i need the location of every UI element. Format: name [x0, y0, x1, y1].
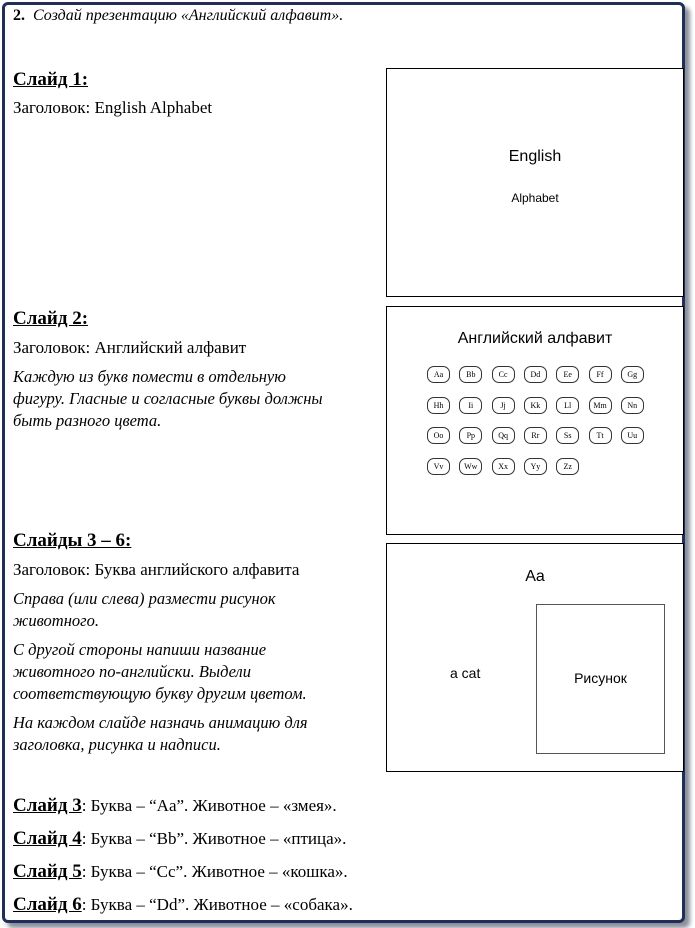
slides3-6-para1: [13, 588, 378, 632]
letter-shape: Tt: [589, 427, 612, 444]
letter-shape: Qq: [492, 427, 515, 444]
slides3-6-para2: [13, 639, 378, 705]
letter-shape: Pp: [459, 427, 482, 444]
slide2-instr-line: Каждую из букв помести в отдельную: [13, 367, 286, 386]
list-item-label: Слайд 6: [13, 894, 82, 915]
list-item: [13, 795, 337, 817]
slides3-6-para3: [13, 712, 378, 756]
slide1-title-line: Заголовок: English Alphabet: [13, 98, 213, 117]
list-item: [13, 861, 348, 883]
letter-shape: Ii: [459, 397, 482, 414]
letter-shape: Yy: [524, 458, 547, 475]
task-number: 2.: [13, 7, 25, 24]
letter-shape: Rr: [524, 427, 547, 444]
list-item-label: Слайд 4: [13, 828, 82, 849]
slide2-instr-line: быть разного цвета.: [13, 411, 162, 430]
para-line: животного.: [13, 611, 99, 630]
letter-shape: Jj: [492, 397, 515, 414]
para-line: соответствующую букву другим цветом.: [13, 684, 307, 703]
letter-shape: Ll: [556, 397, 579, 414]
slide3-preview-caption: a cat: [450, 665, 481, 681]
para-line: животного по-английски. Выдели: [13, 662, 252, 681]
slide2-title-line: Заголовок: Английский алфавит: [13, 338, 247, 357]
slide2-instr-line: фигуру. Гласные и согласные буквы должны: [13, 389, 323, 408]
letter-shape: Aa: [427, 366, 450, 383]
letter-shape: Hh: [427, 397, 450, 414]
list-item-text: : Буква – “Cc”. Животное – «кошка».: [81, 862, 348, 881]
slide2-preview: [386, 306, 684, 535]
slide1-preview-title: English: [508, 148, 562, 165]
task-header: [13, 7, 343, 25]
slides3-6-heading: Слайды 3 – 6:: [13, 530, 132, 551]
para-line: На каждом слайде назначь анимацию для: [13, 713, 308, 732]
letter-shape: Kk: [524, 397, 547, 414]
list-item: [13, 894, 353, 916]
list-item-text: : Буква – “Bb”. Животное – «птица».: [81, 829, 347, 848]
letter-shape: Xx: [492, 458, 515, 475]
list-item: [13, 828, 346, 850]
para-line: заголовка, рисунка и надписи.: [13, 735, 221, 754]
slide2-heading: Слайд 2:: [13, 308, 89, 329]
picture-placeholder-label: Рисунок: [574, 670, 627, 686]
letter-shape: Gg: [621, 366, 644, 383]
letter-shape: Ee: [556, 366, 579, 383]
slide1-preview-subtitle: Alphabet: [511, 191, 559, 205]
letter-shape: Vv: [427, 458, 450, 475]
para-line: Справа (или слева) размести рисунок: [13, 589, 276, 608]
list-item-label: Слайд 3: [13, 795, 82, 816]
slides3-6-title-line: Заголовок: Буква английского алфавита: [13, 560, 300, 579]
slide2-instructions: [13, 366, 378, 432]
slide1-heading: Слайд 1:: [13, 69, 89, 90]
list-item-text: : Буква – “Aa”. Животное – «змея».: [81, 796, 337, 815]
para-line: С другой стороны напиши название: [13, 640, 267, 659]
letter-shape: Zz: [556, 458, 579, 475]
letter-shape: Cc: [492, 366, 515, 383]
picture-placeholder: [536, 604, 665, 754]
letter-shape: Ss: [556, 427, 579, 444]
letter-shape: Nn: [621, 397, 644, 414]
slide1-preview: [386, 68, 684, 297]
task-text: Создай презентацию «Английский алфавит».: [33, 7, 344, 24]
letter-shape: Ff: [589, 366, 612, 383]
slide3-preview-title: Aa: [525, 568, 545, 585]
letter-shape: Oo: [427, 427, 450, 444]
list-item-text: : Буква – “Dd”. Животное – «собака».: [81, 895, 353, 914]
letter-shape: Uu: [621, 427, 644, 444]
list-item-label: Слайд 5: [13, 861, 82, 882]
letter-shape: Mm: [589, 397, 612, 414]
letter-shape: Bb: [459, 366, 482, 383]
slide3-preview: [386, 543, 684, 772]
letter-shape: Dd: [524, 366, 547, 383]
letter-shape: Ww: [459, 458, 482, 475]
slide2-preview-title: Английский алфавит: [457, 330, 613, 347]
